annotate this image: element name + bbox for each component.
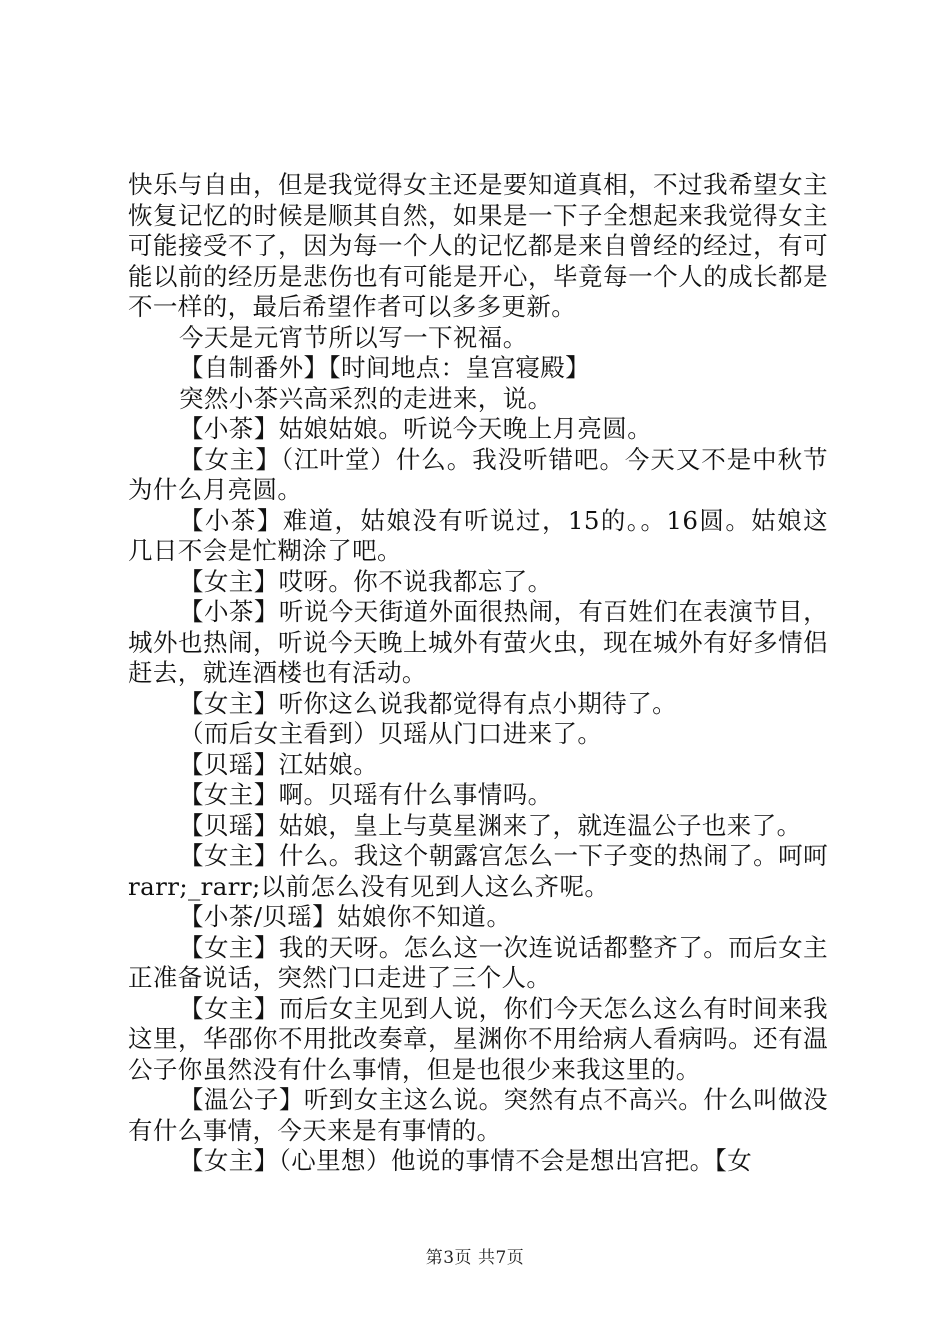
paragraph: 【小茶】难道，姑娘没有听说过，15的。。16圆。姑娘这几日不会是忙糊涂了吧。 — [128, 505, 828, 565]
paragraph: 【女主】（江叶堂）什么。我没听错吧。今天又不是中秋节为什么月亮圆。 — [128, 444, 828, 504]
paragraph: 【女主】什么。我这个朝露宫怎么一下子变的热闹了。呵呵rarr;_rarr;以前怎么没有见到人这么齐呢。 — [128, 841, 828, 901]
paragraph: （而后女主看到）贝瑶从门口进来了。 — [179, 719, 603, 748]
paragraph: 【女主】我的天呀。怎么这一次连说话都整齐了。而后女主正准备说话，突然门口走进了三个人。 — [128, 932, 828, 992]
paragraph: 突然小茶兴高采烈的走进来，说。 — [179, 383, 553, 413]
paragraph: 【女主】哎呀。你不说我都忘了。 — [179, 566, 553, 596]
paragraph: 【小茶】姑娘姑娘。听说今天晚上月亮圆。 — [179, 414, 653, 443]
paragraph: 快乐与自由，但是我觉得女主还是要知道真相，不过我希望女主恢复记忆的时候是顺其自然，如果是一下子全想起来我觉得女主可能接受不了，因为每一个人的记忆都是来自曾经的经过，有可能以前的经历是悲伤也有可能是开心，毕竟每一个人的成长都是不一样的，最后希望作者可以多多更新。 — [128, 170, 828, 321]
paragraph: 【小茶】听说今天街道外面很热闹，有百姓们在表演节目，城外也热闹，听说今天晚上城外有萤火虫，现在城外有好多情侣赶去，就连酒楼也有活动。 — [128, 597, 828, 687]
paragraph: 【温公子】听到女主这么说。突然有点不高兴。什么叫做没有什么事情，今天来是有事情的。 — [128, 1085, 828, 1145]
paragraph: 【女主】（心里想）他说的事情不会是想出宫把。【女 — [179, 1146, 753, 1175]
page-number-footer: 第3页 共7页 — [425, 1248, 525, 1268]
paragraph: 【女主】听你这么说我都觉得有点小期待了。 — [179, 688, 677, 718]
paragraph: 【女主】而后女主见到人说，你们今天怎么这么有时间来我这里，华邵你不用批改奏章，星渊你不用给病人看病吗。还有温公子你虽然没有什么事情，但是也很少来我这里的。 — [128, 993, 828, 1084]
paragraph: 今天是元宵节所以写一下祝福。 — [179, 322, 528, 352]
paragraph: 【女主】啊。贝瑶有什么事情吗。 — [179, 780, 553, 809]
paragraph: 【贝瑶】江姑娘。 — [179, 749, 379, 779]
paragraph: 【贝瑶】姑娘，皇上与莫星渊来了，就连温公子也来了。 — [179, 810, 802, 840]
paragraph: 【自制番外】【时间地点：皇宫寝殿】 — [179, 353, 591, 382]
document-body — [128, 170, 828, 1177]
paragraph: 【小茶/贝瑶】姑娘你不知道。 — [179, 902, 512, 931]
